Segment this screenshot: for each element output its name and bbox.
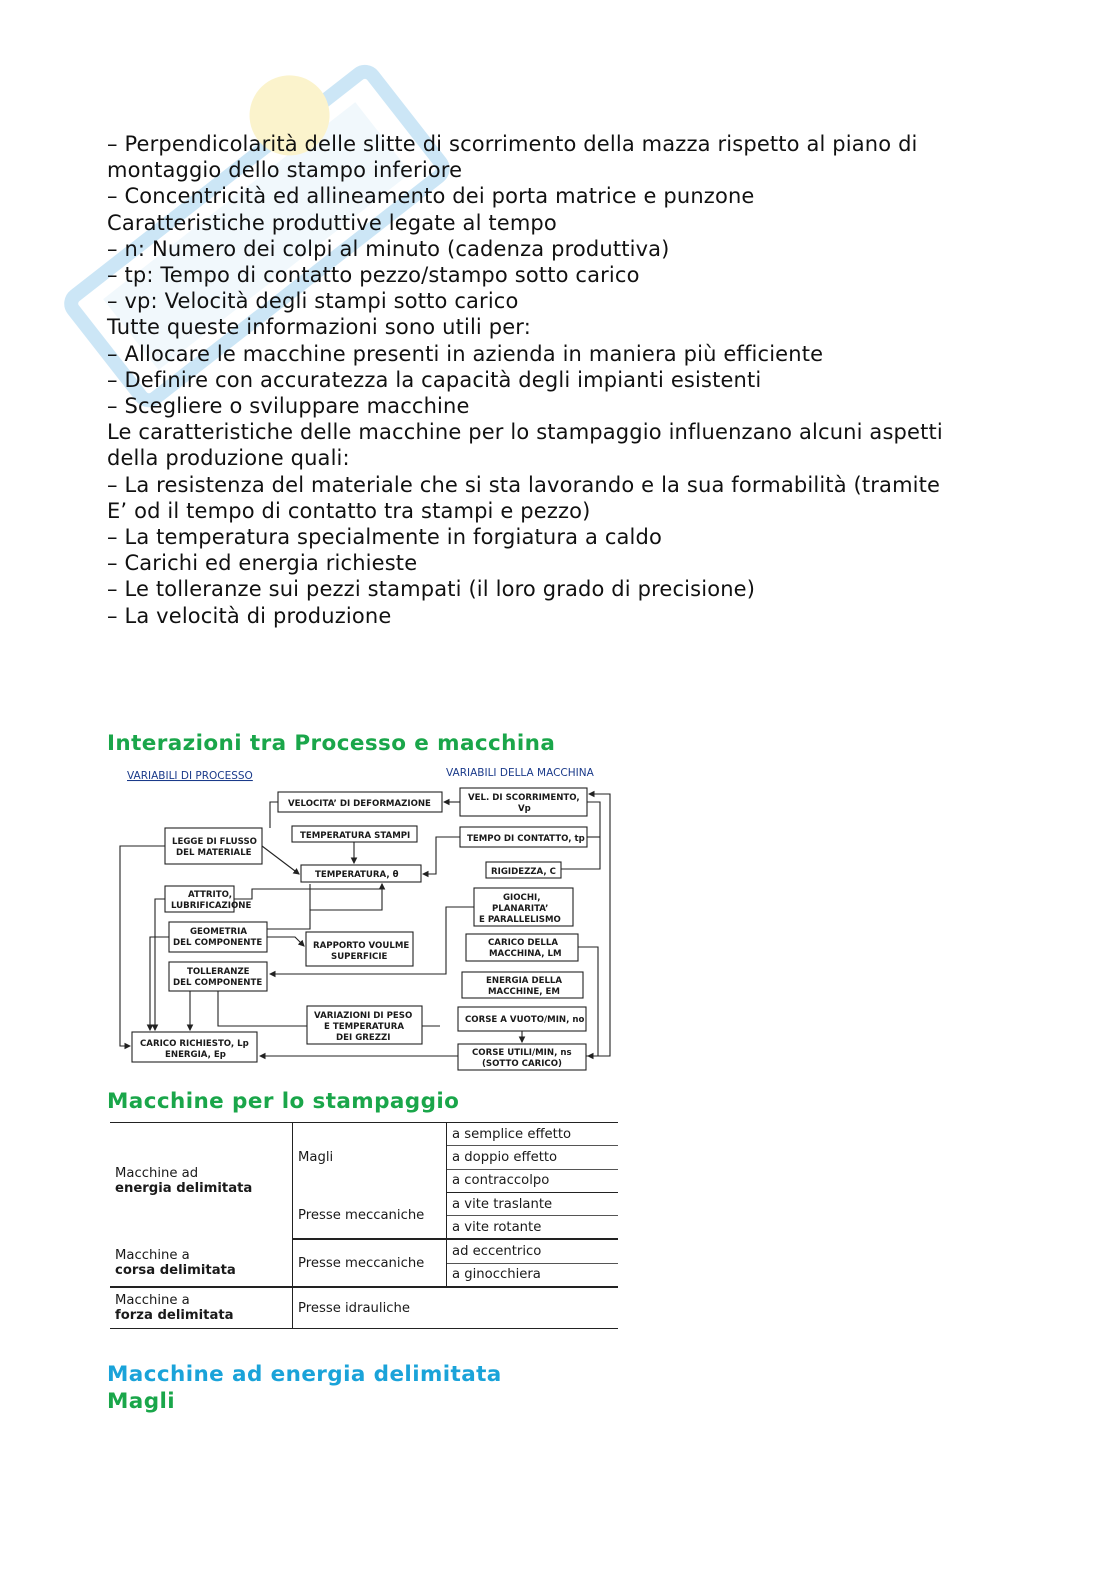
box-rigidezza: RIGIDEZZA, C <box>491 867 556 877</box>
type-magli: Magli <box>293 1123 447 1193</box>
box-vel-scorrimento-sub: Vp <box>518 804 531 814</box>
box-variazioni-3: DEI GREZZI <box>336 1033 391 1043</box>
subtype-semplice: a semplice effetto <box>447 1123 619 1146</box>
box-carico-richiesto: CARICO RICHIESTO, Lp <box>140 1039 249 1049</box>
text-line: Tutte queste informazioni sono utili per: <box>107 315 531 340</box>
box-carico-richiesto-2: ENERGIA, Ep <box>165 1050 226 1060</box>
text-line: della produzione quali: <box>107 446 350 471</box>
type-presse-idrauliche: Presse idrauliche <box>293 1287 619 1329</box>
text-line: – Carichi ed energia richieste <box>107 551 418 576</box>
box-giochi-2: PLANARITA’ <box>492 904 549 914</box>
box-tolleranze: TOLLERANZE <box>187 967 250 977</box>
text-line: – Concentricità ed allineamento dei porta matrice e punzone <box>107 184 755 209</box>
text-line: – Scegliere o sviluppare macchine <box>107 394 470 419</box>
group-forza-delimitata: Macchine a forza delimitata <box>110 1287 293 1329</box>
box-energia-macchine: ENERGIA DELLA <box>486 976 563 986</box>
box-corse-vuoto: CORSE A VUOTO/MIN, no <box>465 1015 585 1025</box>
diagram-header-machine: VARIABILI DELLA MACCHINA <box>446 767 594 779</box>
subtype-eccentrico: ad eccentrico <box>447 1239 619 1263</box>
diagram-header-process: VARIABILI DI PROCESSO <box>127 770 253 782</box>
type-presse-meccaniche-2: Presse meccaniche <box>293 1239 447 1287</box>
box-legge-flusso: LEGGE DI FLUSSO <box>172 837 257 847</box>
subtype-contraccolpo: a contraccolpo <box>447 1169 619 1192</box>
box-carico-macchina: CARICO DELLA <box>488 938 558 948</box>
subtype-vite-traslante: a vite traslante <box>447 1192 619 1215</box>
group-corsa-delimitata: Macchine a corsa delimitata <box>110 1239 293 1287</box>
text-line: – Definire con accuratezza la capacità degli impianti esistenti <box>107 367 762 392</box>
subtype-doppio: a doppio effetto <box>447 1146 619 1169</box>
section-heading-macchine-stampaggio: Macchine per lo stampaggio <box>107 1089 460 1114</box>
box-giochi: GIOCHI, <box>503 893 541 903</box>
text-line: – n: Numero dei colpi al minuto (cadenza produttiva) <box>107 236 670 261</box>
text-line: Le caratteristiche delle macchine per lo stampaggio influenzano alcuni aspetti <box>107 420 943 445</box>
group-energia-delimitata: Macchine ad energia delimitata <box>110 1123 293 1240</box>
subtype-vite-rotante: a vite rotante <box>447 1216 619 1240</box>
section-heading-energia-delimitata: Macchine ad energia delimitata <box>107 1362 502 1387</box>
section-subheading-magli: Magli <box>107 1389 176 1414</box>
box-corse-utili-2: (SOTTO CARICO) <box>482 1059 562 1069</box>
section-heading-interazioni: Interazioni tra Processo e macchina <box>107 731 556 756</box>
text-line: – tp: Tempo di contatto pezzo/stampo sotto carico <box>107 263 640 288</box>
machines-table <box>110 1122 618 1329</box>
box-tempo-contatto: TEMPO DI CONTATTO, tp <box>467 834 585 844</box>
box-tolleranze-2: DEL COMPONENTE <box>173 978 263 988</box>
box-rapporto: RAPPORTO VOULME <box>313 941 410 951</box>
text-line: – Allocare le macchine presenti in azienda in maniera più efficiente <box>107 341 824 366</box>
subtype-ginocchiera: a ginocchiera <box>447 1263 619 1287</box>
text-line: – La resistenza del materiale che si sta lavorando e la sua formabilità (tramite <box>107 472 941 497</box>
box-attrito: ATTRITO, <box>188 890 232 900</box>
box-energia-macchine-2: MACCHINE, EM <box>488 987 560 997</box>
box-corse-utili: CORSE UTILI/MIN, ns <box>472 1048 572 1058</box>
box-geometria-2: DEL COMPONENTE <box>173 938 263 948</box>
text-line: montaggio dello stampo inferiore <box>107 158 463 183</box>
text-line: E’ od il tempo di contatto tra stampi e pezzo) <box>107 498 591 523</box>
box-temp-stampi: TEMPERATURA STAMPI <box>300 831 411 841</box>
box-carico-macchina-2: MACCHINA, LM <box>489 949 562 959</box>
box-geometria: GEOMETRIA <box>190 927 247 937</box>
text-line: – Perpendicolarità delle slitte di scorrimento della mazza rispetto al piano di <box>107 132 918 156</box>
text-line: – La temperatura specialmente in forgiatura a caldo <box>107 525 662 550</box>
box-variazioni-2: E TEMPERATURA <box>324 1022 405 1032</box>
process-machine-diagram <box>110 764 618 1086</box>
text-line: – Le tolleranze sui pezzi stampati (il loro grado di precisione) <box>107 577 756 602</box>
body-text <box>107 131 1007 629</box>
box-temperatura: TEMPERATURA, θ <box>315 870 399 880</box>
text-line: – vp: Velocità degli stampi sotto carico <box>107 289 519 314</box>
box-vel-scorrimento: VEL. DI SCORRIMENTO, <box>468 793 580 803</box>
box-variazioni: VARIAZIONI DI PESO <box>314 1011 413 1021</box>
box-attrito-2: LUBRIFICAZIONE <box>171 901 252 911</box>
type-presse-meccaniche-1: Presse meccaniche <box>293 1192 447 1239</box>
text-line: Caratteristiche produttive legate al tempo <box>107 210 557 235</box>
text-line: – La velocità di produzione <box>107 603 392 628</box>
box-rapporto-2: SUPERFICIE <box>331 952 388 962</box>
box-velocita-deformazione: VELOCITA’ DI DEFORMAZIONE <box>288 799 431 809</box>
box-giochi-3: E PARALLELISMO <box>479 915 561 925</box>
box-legge-flusso-2: DEL MATERIALE <box>176 848 252 858</box>
